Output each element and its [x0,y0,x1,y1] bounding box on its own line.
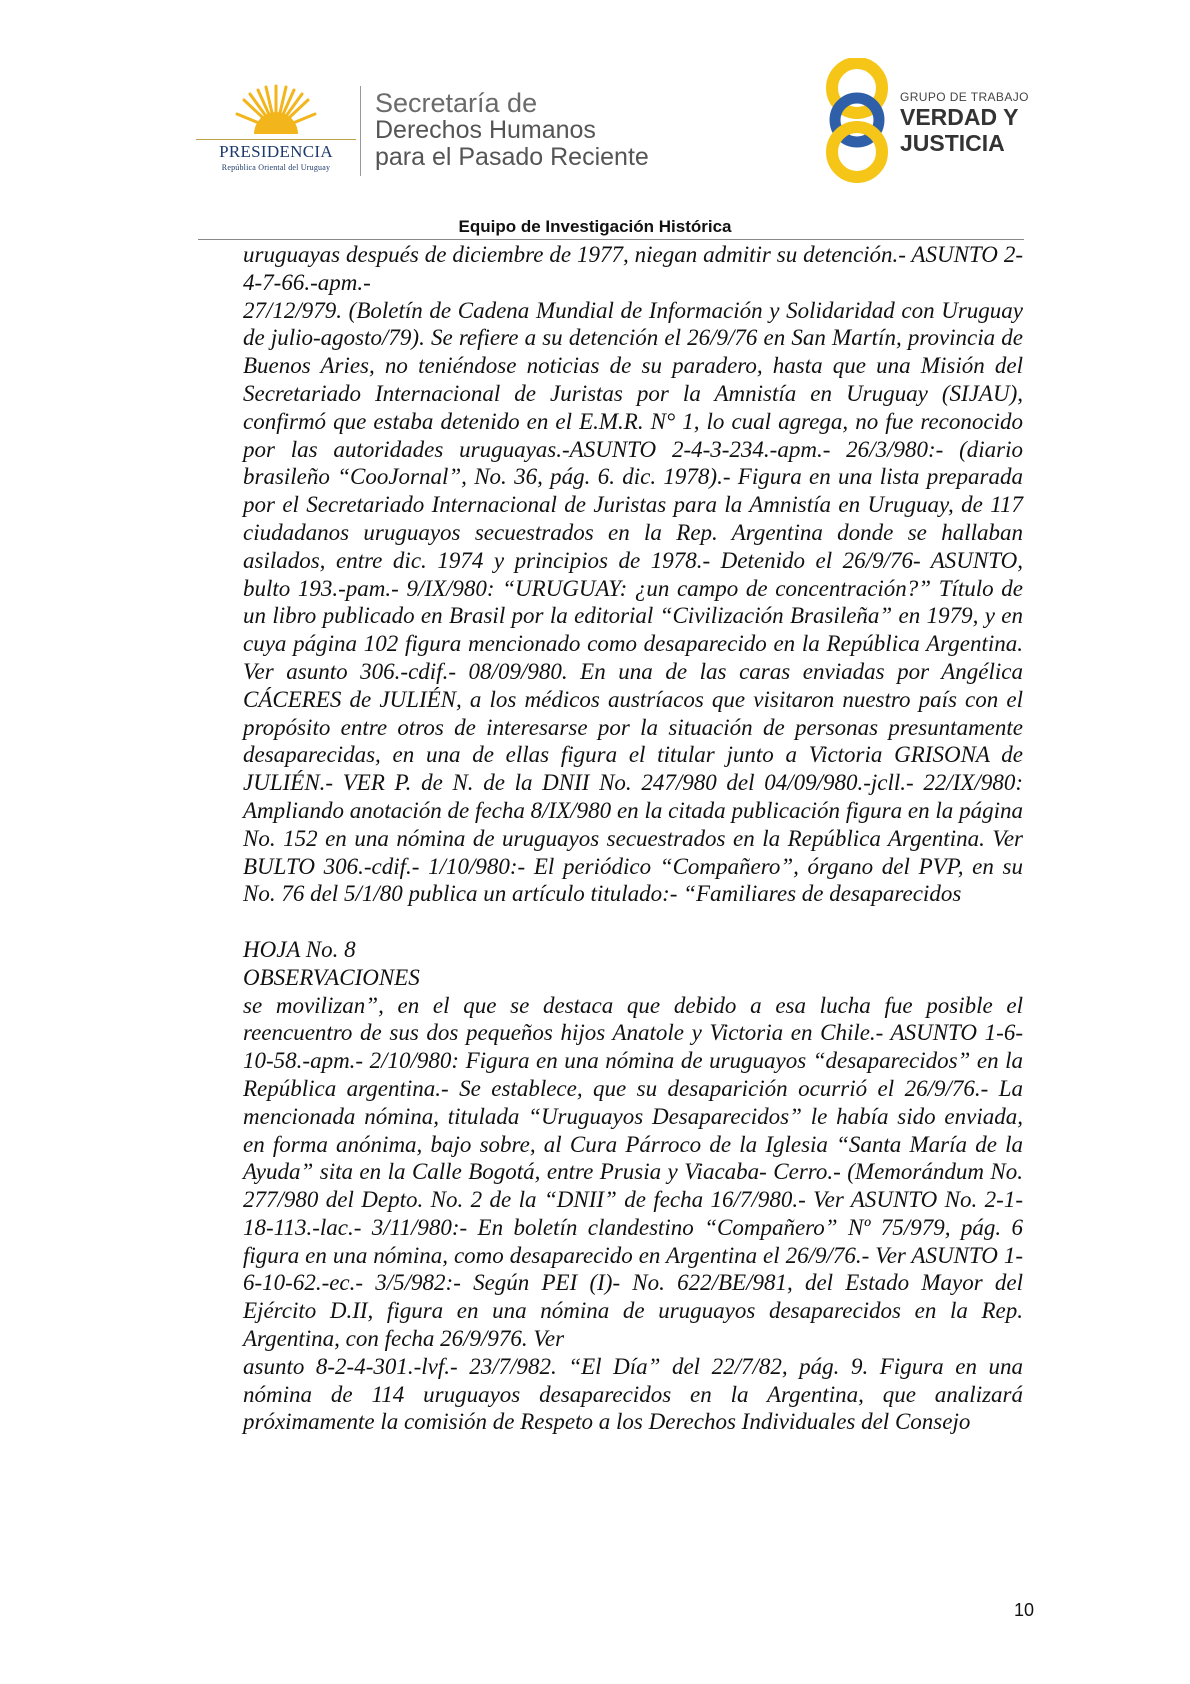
page-number: 10 [1013,1600,1034,1620]
secretaria-line-2: Derechos Humanos [375,116,596,144]
presidencia-logo [196,82,356,182]
verdad-justicia-logo [822,58,1032,183]
sun-emblem-icon [234,82,318,140]
interlocking-rings-icon [822,58,892,183]
document-body [243,241,1023,1436]
vj-subtitle: GRUPO DE TRABAJO [900,90,1029,104]
presidencia-name: PRESIDENCIA [219,142,333,161]
paragraph-2: 27/12/979. (Boletín de Cadena Mundial de Información y Solidaridad con Uruguay de julio-agosto/79). Se refiere a su detención el 26/9/76 en San Martín, provincia de Buenos Aries, no teniéndose noticias de su paradero, hasta que una Misión del Secretariado Internacional de Juristas por la Amnistía en Uruguay (SIJAU), confirmó que estaba detenido en el E.M.R. N° 1, lo cual agrega, no fue reconocido por las autoridades uruguayas.-ASUNTO 2-4-3-234.-apm.- 26/3/980:- (diario brasileño “CooJornal”, No. 36, pág. 6. dic. 1978).- Figura en una lista preparada por el Secretariado Internacional de Juristas para la Amnistía en Uruguay, de 117 ciudadanos uruguayos secuestrados en la Rep. Argentina donde se hallaban asilados, entre dic. 1974 y principios de 1978.- Detenido el 26/9/76- ASUNTO, bulto 193.-pam.- 9/IX/980: “URUGUAY: ¿un campo de concentración?” Título de un libro publicado en Brasil por la editorial “Civilización Brasileña” en 1979, y en cuya página 102 figura mencionado como desaparecido en la República Argentina. Ver asunto 306.-cdif.- 08/09/980. En una de las caras enviadas por Angélica CÁCERES de JULIÉN, a los médicos austríacos que visitaron nuestro país con el propósito entre otros de interesarse por la situación de personas presuntamente desaparecidas, en una de ellas figura el titular junto a Victoria GRISONA de JULIÉN.- VER P. de N. de la DNII No. 247/980 del 04/09/980.-jcll.- 22/IX/980: Ampliando anotación de fecha 8/IX/980 en la citada publicación figura en la página No. 152 en una nómina de uruguayos secuestrados en la República Argentina. Ver BULTO 306.-cdif.- 1/10/980:- El periódico “Compañero”, órgano del PVP, en su No. 76 del 5/1/80 publica un artículo titulado:- “Familiares de desaparecidos [243,297,1023,907]
paragraph-3: se movilizan”, en el que se destaca que debido a esa lucha fue posible el reencuentro de sus dos pequeños hijos Anatole y Victoria en Chile.- ASUNTO 1-6-10-58.-apm.- 2/10/980: Figura en una nómina de uruguayos “desaparecidos” en la República argentina.- Se establece, que su desaparición ocurrió el 26/9/76.- La mencionada nómina, titulada “Uruguayos Desaparecidos” le había sido enviada, en forma anónima, bajo sobre, al Cura Párroco de la Iglesia “Santa María de la Ayuda” sita en la Calle Bogotá, entre Prusia y Viacaba- Cerro.- (Memorándum No. 277/980 del Depto. No. 2 de la “DNII” de fecha 16/7/980.- Ver ASUNTO No. 2-1-18-113.-lac.- 3/11/980:- En boletín clandestino “Compañero” Nº 75/979, pág. 6 figura en una nómina, como desaparecido en Argentina el 26/9/76.- Ver ASUNTO 1-6-10-62.-ec.- 3/5/982:- Según PEI (I)- No. 622/BE/981, del Estado Mayor del Ejército D.II, figura en una nómina de uruguayos desaparecidos en la Rep. Argentina, con fecha 26/9/976. Ver [243,992,1023,1352]
header-rule [198,239,1024,240]
secretaria-line-1: Secretaría de [375,88,538,118]
secretaria-logo-text [375,90,649,171]
team-title: Equipo de Investigación Histórica [458,217,732,236]
presidencia-subtitle: República Oriental del Uruguay [221,163,331,172]
observaciones-heading: OBSERVACIONES [243,964,420,990]
presidencia-rule [196,139,356,140]
hoja-heading: HOJA No. 8 [243,936,356,962]
paragraph-gap [243,908,1023,936]
vj-title-line-1: VERDAD Y [900,104,1019,130]
paragraph-4: asunto 8-2-4-301.-lvf.- 23/7/982. “El Día” del 22/7/82, pág. 9. Figura en una nómina de 114 uruguayos desaparecidos en la Argentina, que analizará próximamente la comisión de Respeto a los Derechos Individuales del Consejo [243,1353,1023,1435]
page-header [0,0,1190,245]
secretaria-line-3: para el Pasado Reciente [375,143,649,171]
header-divider [360,86,361,176]
vj-title-line-2: JUSTICIA [900,130,1005,156]
paragraph-1: uruguayas después de diciembre de 1977, niegan admitir su detención.- ASUNTO 2-4-7-66.-apm.- [243,242,1023,295]
